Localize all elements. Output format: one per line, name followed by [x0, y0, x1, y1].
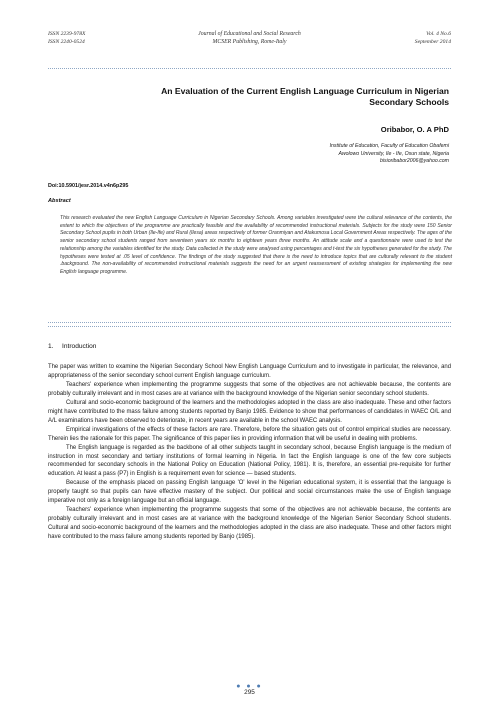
volume-number: Vol. 4 No.6 — [426, 31, 451, 37]
body-paragraph: Cultural and socio-economic background of the learners and the methodologies adopted in the class are also inadequate. These and other factors might have contributed to the mass failure among students reported by Banjo 1985. Evidence to show that performances of candidates in WAEC O/L and A/L examinations have been observed to deteriorate, in recent years are available in the school WAEC analysis. — [48, 399, 451, 424]
issue-date: September 2014 — [414, 39, 451, 45]
section-heading — [48, 343, 96, 350]
article-title: An Evaluation of the Current English Language Curriculum in Nigerian Secondary Schools — [161, 86, 449, 107]
doi-link[interactable]: Doi:10.5901/jesr.2014.v4n6p295 — [48, 183, 129, 189]
body-paragraph: The paper was written to examine the Nigerian Secondary School New English Language Curriculum and to investigate in particular, the relevance, and appropriateness of the senior secondary school current English language curriculum. — [48, 364, 451, 379]
abstract-divider — [48, 326, 451, 327]
issn-print: ISSN 2239-978X — [48, 31, 86, 37]
journal-name: Journal of Educational and Social Research — [198, 31, 301, 37]
running-header — [48, 30, 451, 70]
section-body — [48, 363, 451, 542]
body-paragraph: Because of the emphasis placed on passing English language 'O' level in the Nigerian educational system, it is essential that the language is properly taught so that pupils can have effective mastery of the subject. Our political and social circumstances make the use of English language imperative not only as a foreign language but an official language. — [48, 480, 451, 505]
body-paragraph: Empirical investigations of the effects of these factors are rare. Therefore, before the situation gets out of control empirical studies are necessary. Therein lies the rationale for this paper. The significance of this paper lies in providing information that will be useful in dealing with problems. — [48, 426, 451, 442]
abstract-heading: Abstract — [48, 198, 71, 204]
author-email[interactable]: bisioribabor2006@yahoo.com — [380, 158, 449, 165]
volume-block — [415, 30, 451, 46]
page-number: 295 — [244, 689, 255, 696]
affiliation-line: Awolowo University, Ile - Ife, Osun state, Nigeria — [338, 150, 449, 157]
issn-online: ISSN 2240-0524 — [48, 39, 85, 45]
abstract-divider — [48, 322, 451, 323]
section-title: Introduction — [62, 343, 97, 350]
author-name: Oribabor, O. A PhD — [380, 125, 449, 134]
body-paragraph: Teachers' experience when implementing the programme suggests that some of the objectives are not achievable because, the contents are probably culturally irrelevant and in most cases are at variance with the background knowledge of the Nigerian Senior Secondary School students. Cultural and socio-economic background of the learners and the methodologies adopted in the class are also inadequate. These and other factors might have contributed to the mass failure among students reported by Banjo (1985). — [48, 507, 451, 541]
body-paragraph: The English language is regarded as the backbone of all other subjects taught in secondary school, because English language is the medium of instruction in most secondary and tertiary institutions of formal learning in Nigeria. In fact the English language is one of the few core subjects recommended for secondary schools in the National Policy on Education (National Policy, 1981). It is, therefore, an essential pre-requisite for further education. At least a pass (P7) in English is a requirement even for science — based students. — [48, 444, 451, 478]
publisher: MCSER Publishing, Rome-Italy — [212, 39, 287, 45]
author-affiliation — [189, 143, 449, 166]
body-paragraph: Teachers' experience when implementing the programme suggests that some of the objectives are not achievable because, the contents are probably culturally irrelevant and in most cases are at variance with the background knowledge of the Nigerian senior secondary school students. — [48, 381, 451, 397]
section-number: 1. — [48, 343, 54, 350]
affiliation-line: Institute of Education, Faculty of Education Obafemi — [329, 143, 449, 149]
journal-block — [48, 30, 451, 46]
footer-dots: ● ● ● — [236, 683, 263, 690]
abstract-text: This research evaluated the new English Language Curriculum in Nigerian Secondary Schools. Among variables investigated were the cultural relevance of the contents, the extent to which the objectives of the programme are practically feasible and the availability of recommended instructional materials. Subjects for the study were 150 Senior Secondary School pupils in both Urban (Ile-Ife) and Rural (Ilesa) areas respectively of former Oranmiyan and Atakumosa Local Government Areas respectively. The ages of the senior secondary school students ranged from seventeen years six months to eighteen years three months. An attitude scale and a questionnaire were used to test the relationship among the variables identified for the study. Data collected in the study were analysed using percentages and t-test the six hypotheses generated for the study. The hypotheses were tested at .05 level of confidence. The findings of the study suggested that there is the need to introduce topics that are culturally relevant to the student .background. The non-availability of recommended instructional materials suggests the need for an urgent reassessment of existing strategies for implementing the new English language programme. — [60, 215, 452, 275]
header-divider — [48, 68, 451, 69]
